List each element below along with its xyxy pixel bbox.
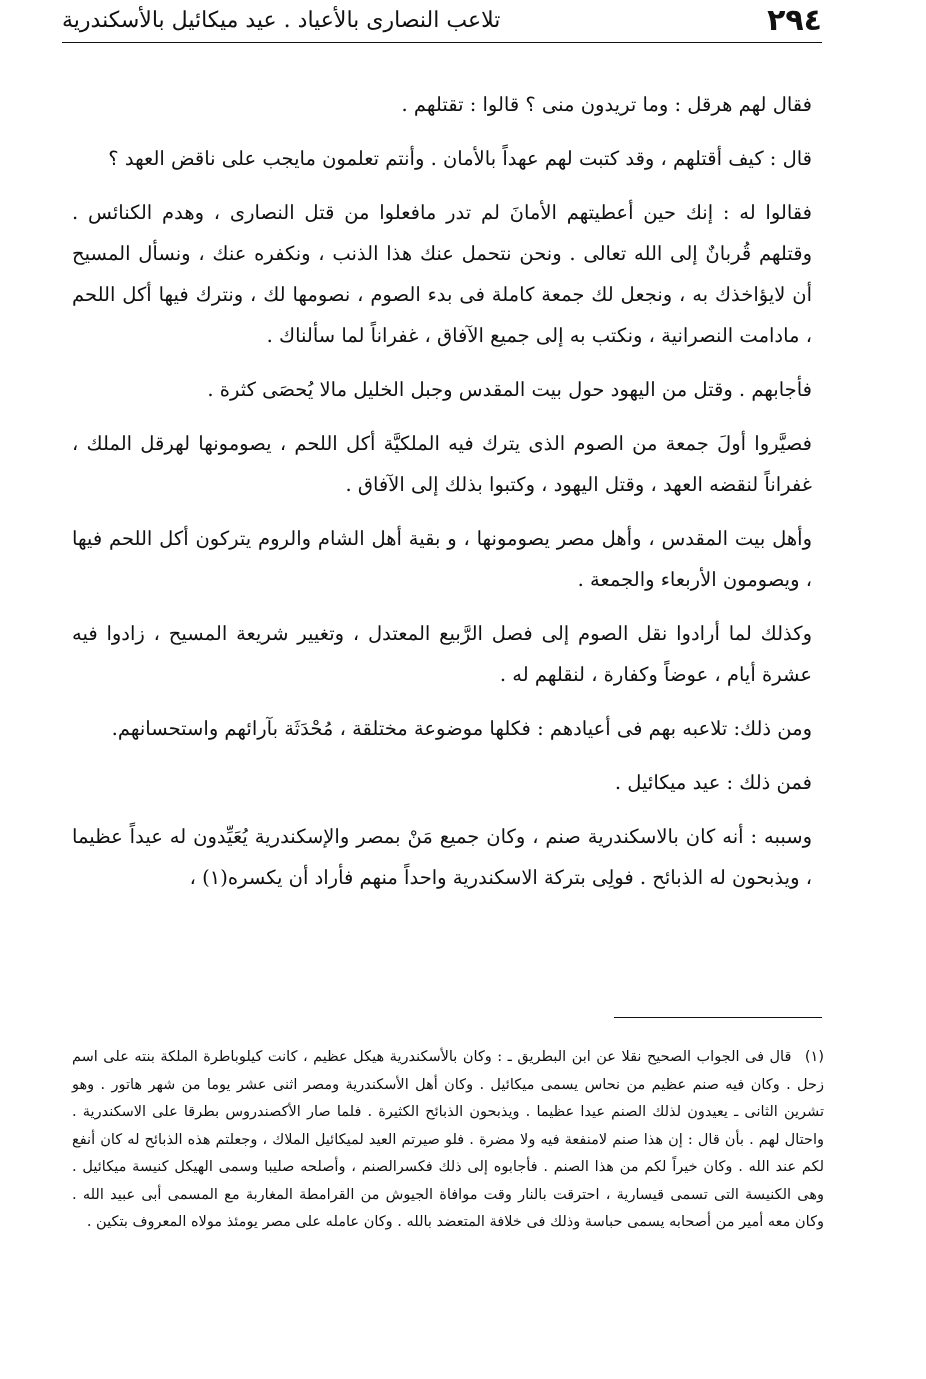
- footnote: [72, 1044, 824, 1237]
- paragraph: فأجابهم . وقتل من اليهود حول بيت المقدس وجبل الخليل مالا يُحصَى كثرة .: [207, 378, 812, 401]
- paragraph: وسببه : أنه كان بالاسكندرية صنم ، وكان جميع مَنْ بمصر والإسكندرية يُعَيِّدون له عيداً عظيما ، ويذبحون له الذبائح . فولِى بتركة الاسكندرية واحداً منهم فأراد أن يكسره(١) ،: [72, 825, 812, 889]
- paragraph: قال : كيف أقتلهم ، وقد كتبت لهم عهداً بالأمان . وأنتم تعلمون مايجب على ناقض العهد ؟: [108, 147, 812, 170]
- page-number: ٢٩٤: [767, 3, 822, 38]
- footnote-marker: (١): [804, 1049, 824, 1065]
- running-title: تلاعب النصارى بالأعياد . عيد ميكائيل بالأسكندرية: [62, 8, 501, 33]
- page-header: [62, 0, 822, 43]
- paragraph: فمن ذلك : عيد ميكائيل .: [614, 771, 812, 794]
- footnote-divider: [614, 1017, 822, 1018]
- paragraph: وكذلك لما أرادوا نقل الصوم إلى فصل الرَّبيع المعتدل ، وتغيير شريعة المسيح ، زادوا فيه عشرة أيام ، عوضاً وكفارة ، لنقلهم له .: [72, 622, 812, 686]
- paragraph: وأهل بيت المقدس ، وأهل مصر يصومونها ، و بقية أهل الشام والروم يتركون أكل اللحم فيها ، ويصومون الأربعاء والجمعة .: [72, 527, 812, 591]
- footnotes-section: [72, 1044, 824, 1344]
- paragraph: فقال لهم هرقل : وما تريدون منى ؟ قالوا : تقتلهم .: [401, 93, 812, 116]
- footnote-text: قال فى الجواب الصحيح نقلا عن ابن البطريق ـ : وكان بالأسكندرية هيكل عظيم ، كانت كيلوباطرة الملكة بنته على اسم زحل . وكان فيه صنم عظيم من نحاس يسمى ميكائيل . وكان أهل الأسكندرية ومصر اثنى عشر يوما من شهر هاتور . وهو تشرين الثانى ـ يعيدون لذلك الصنم عيدا عظيما . ويذبحون الذبائح الكثيرة . فلما صار الأكصندروس بطرقا على الاسكندرية . واحتال لهم . بأن قال : إن هذا صنم لامنفعة فيه ولا مضرة . فلو صيرتم العيد لميكائيل الملاك ، وجعلتم هذه الذبائح له كان أنفع لكم عند الله . وكان خيراً لكم من هذا الصنم . فأجابوه إلى ذلك فكسرالصنم ، وأصلحه صليبا وسمى الهيكل كنيسة ميكائيل . وهى الكنيسة التى تسمى قيسارية ، احترقت بالنار وقت موافاة الجيوش من القرامطة المغاربة مع المسمى أبى عبيد الله . وكان معه أمير من أصحابه يسمى حباسة وذلك فى خلافة المتعضد بالله . وكان عامله على مصر يومئذ مولاه المعروف بتكين .: [72, 1049, 824, 1230]
- paragraph: فصيَّروا أولَ جمعة من الصوم الذى يترك فيه الملكيَّة أكل اللحم ، يصومونها لهرقل الملك ، غفراناً لنقضه العهد ، وقتل اليهود ، وكتبوا بذلك إلى الآفاق .: [72, 432, 812, 496]
- paragraph: فقالوا له : إنك حين أعطيتهم الأمانَ لم تدر مافعلوا من قتل النصارى ، وهدم الكنائس . وقتلهم قُربانٌ إلى الله تعالى . ونحن نتحمل عنك هذا الذنب ، ونكفره عنك ، ونسأل المسيح أن لايؤاخذك به ، ونجعل لك جمعة كاملة فى بدء الصوم ، نصومها لك ، ونترك فيها أكل اللحم ، مادامت النصرانية ، ونكتب به إلى جميع الآفاق ، غفراناً لما سألناك .: [72, 201, 812, 347]
- paragraph: ومن ذلك: تلاعبه بهم فى أعيادهم : فكلها موضوعة مختلقة ، مُحْدَثَة بآرائهم واستحسانهم.: [111, 717, 812, 740]
- main-text: [72, 84, 812, 889]
